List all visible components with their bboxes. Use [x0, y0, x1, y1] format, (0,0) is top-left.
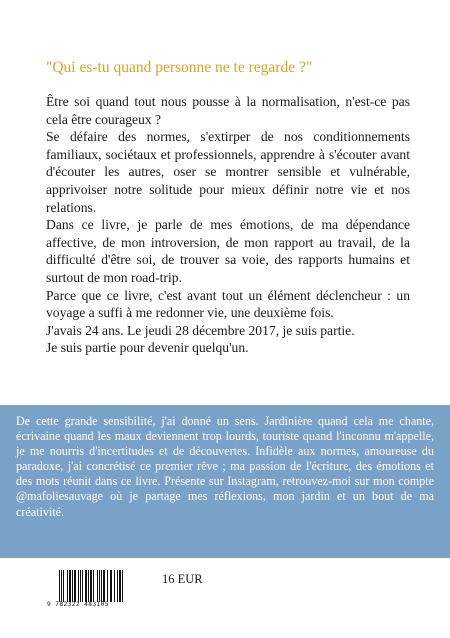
- barcode-bars: [59, 570, 145, 602]
- paragraph: J'avais 24 ans. Le jeudi 28 décembre 2017, je suis partie.: [46, 322, 355, 338]
- paragraph: Je suis partie pour devenir quelqu'un.: [46, 340, 249, 356]
- back-cover-text: [46, 93, 410, 357]
- paragraph: Dans ce livre, je parle de mes émotions, de ma dépendance affective, de mon introversion, de mon rapport au travail, de la difficulté d'être soi, de trouver sa voie, des rapports humains et surtout de mon road-trip.: [46, 217, 410, 285]
- author-bio-panel: [0, 405, 450, 558]
- barcode-bar: [123, 570, 124, 602]
- cover-quote: "Qui es-tu quand personne ne te regarde ?": [46, 59, 313, 76]
- barcode-number: 9 782322 483105: [47, 601, 109, 608]
- isbn-barcode: [47, 570, 147, 612]
- paragraph: Parce que ce livre, c'est avant tout un élément déclencheur : un voyage a suffi à me redonner vie, une deuxième fois.: [46, 287, 410, 321]
- paragraph: Se défaire des normes, s'extirper de nos conditionnements familiaux, sociétaux et professionnels, apprendre à s'écouter avant d'écouter les autres, oser se montrer sensible et vulnérable, apprivoiser notre solitude pour mieux définir notre vie et nos relations.: [46, 129, 410, 215]
- price: 16 EUR: [162, 572, 203, 586]
- paragraph: Être soi quand tout nous pousse à la normalisation, n'est-ce pas cela être courageux ?: [46, 94, 410, 127]
- author-bio: De cette grande sensibilité, j'ai donné un sens. Jardinière quand cela me chante, écrivaine quand les maux deviennent trop lourds, touriste quand l'inconnu m'appelle, je me nourris d'incertitudes et de découvertes. Infidèle aux normes, amoureuse du paradoxe, j'ai concrétisé ce premier rêve ; ma passion de l'écriture, des émotions et des mots réunit dans ce livre. Présente sur Instagram, retrouvez-moi sur mon compte @mafoliesauvage où je partage mes réflexions, mon jardin et un bout de ma créativité.: [16, 414, 434, 519]
